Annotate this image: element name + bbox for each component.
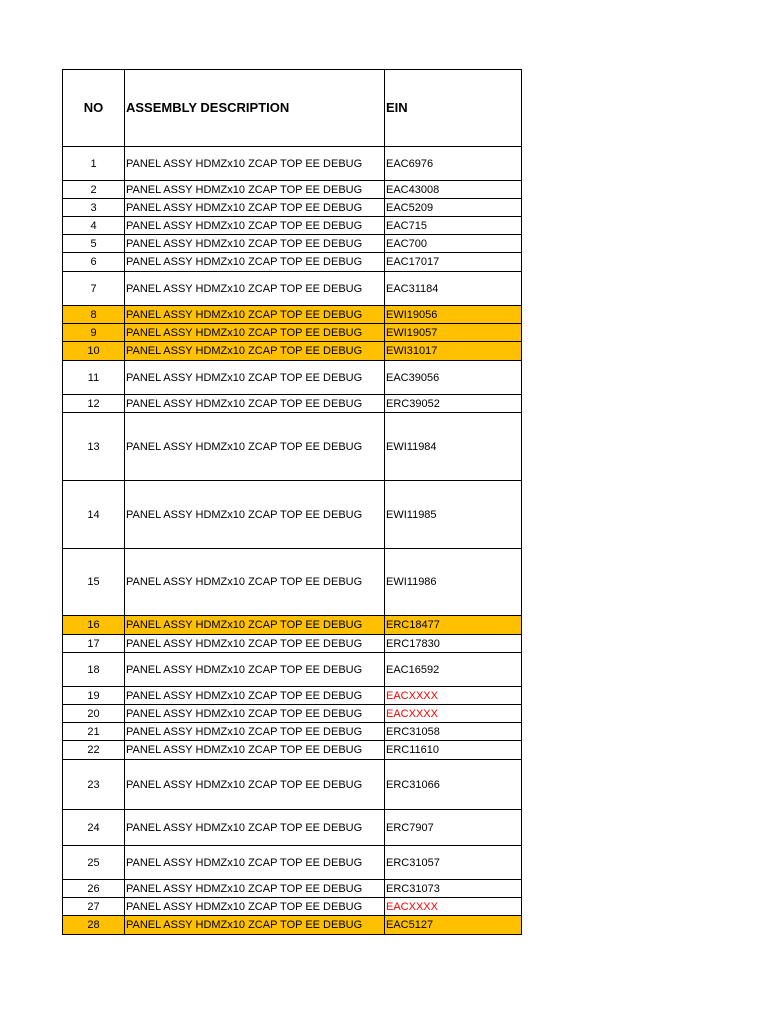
assembly-description-cell: PANEL ASSY HDMZx10 ZCAP TOP EE DEBUG bbox=[125, 481, 385, 549]
ein-cell: EAC43008 bbox=[385, 181, 522, 199]
header-row bbox=[63, 70, 522, 147]
ein-cell: EWI31017 bbox=[385, 342, 522, 361]
table-row bbox=[63, 549, 522, 616]
table-row bbox=[63, 723, 522, 741]
ein-cell: EAC5127 bbox=[385, 916, 522, 935]
row-number-cell: 15 bbox=[63, 549, 125, 616]
ein-cell: EWI11985 bbox=[385, 481, 522, 549]
table-row bbox=[63, 916, 522, 935]
assembly-description-cell: PANEL ASSY HDMZx10 ZCAP TOP EE DEBUG bbox=[125, 741, 385, 760]
table-row bbox=[63, 616, 522, 635]
assembly-description-cell: PANEL ASSY HDMZx10 ZCAP TOP EE DEBUG bbox=[125, 916, 385, 935]
assembly-description-cell: PANEL ASSY HDMZx10 ZCAP TOP EE DEBUG bbox=[125, 181, 385, 199]
table-row bbox=[63, 395, 522, 413]
ein-cell: EWI19056 bbox=[385, 306, 522, 324]
assembly-description-cell: PANEL ASSY HDMZx10 ZCAP TOP EE DEBUG bbox=[125, 217, 385, 235]
ein-cell: ERC7907 bbox=[385, 810, 522, 846]
row-number-cell: 3 bbox=[63, 199, 125, 217]
ein-cell: EAC17017 bbox=[385, 253, 522, 272]
table-row bbox=[63, 741, 522, 760]
table-row bbox=[63, 653, 522, 687]
assembly-description-cell: PANEL ASSY HDMZx10 ZCAP TOP EE DEBUG bbox=[125, 147, 385, 181]
ein-cell: ERC11610 bbox=[385, 741, 522, 760]
assembly-description-cell: PANEL ASSY HDMZx10 ZCAP TOP EE DEBUG bbox=[125, 395, 385, 413]
column-header-ein: EIN bbox=[385, 70, 522, 147]
ein-cell: ERC31058 bbox=[385, 723, 522, 741]
table-row bbox=[63, 898, 522, 916]
ein-cell: EACXXXX bbox=[385, 898, 522, 916]
assembly-description-cell: PANEL ASSY HDMZx10 ZCAP TOP EE DEBUG bbox=[125, 342, 385, 361]
assembly-description-cell: PANEL ASSY HDMZx10 ZCAP TOP EE DEBUG bbox=[125, 616, 385, 635]
ein-cell: EAC700 bbox=[385, 235, 522, 253]
row-number-cell: 4 bbox=[63, 217, 125, 235]
table-row bbox=[63, 413, 522, 481]
table-row bbox=[63, 880, 522, 898]
assembly-description-cell: PANEL ASSY HDMZx10 ZCAP TOP EE DEBUG bbox=[125, 810, 385, 846]
column-header-description: ASSEMBLY DESCRIPTION bbox=[125, 70, 385, 147]
assembly-description-cell: PANEL ASSY HDMZx10 ZCAP TOP EE DEBUG bbox=[125, 653, 385, 687]
table-row bbox=[63, 687, 522, 705]
table-row bbox=[63, 760, 522, 810]
table-row bbox=[63, 846, 522, 880]
assembly-description-cell: PANEL ASSY HDMZx10 ZCAP TOP EE DEBUG bbox=[125, 723, 385, 741]
row-number-cell: 26 bbox=[63, 880, 125, 898]
table-row bbox=[63, 199, 522, 217]
row-number-cell: 28 bbox=[63, 916, 125, 935]
row-number-cell: 17 bbox=[63, 635, 125, 653]
assembly-description-cell: PANEL ASSY HDMZx10 ZCAP TOP EE DEBUG bbox=[125, 306, 385, 324]
row-number-cell: 24 bbox=[63, 810, 125, 846]
ein-cell: ERC39052 bbox=[385, 395, 522, 413]
assembly-description-cell: PANEL ASSY HDMZx10 ZCAP TOP EE DEBUG bbox=[125, 324, 385, 342]
row-number-cell: 19 bbox=[63, 687, 125, 705]
assembly-description-cell: PANEL ASSY HDMZx10 ZCAP TOP EE DEBUG bbox=[125, 199, 385, 217]
row-number-cell: 21 bbox=[63, 723, 125, 741]
assembly-description-cell: PANEL ASSY HDMZx10 ZCAP TOP EE DEBUG bbox=[125, 880, 385, 898]
assembly-description-cell: PANEL ASSY HDMZx10 ZCAP TOP EE DEBUG bbox=[125, 549, 385, 616]
row-number-cell: 27 bbox=[63, 898, 125, 916]
table-row bbox=[63, 181, 522, 199]
ein-cell: EAC6976 bbox=[385, 147, 522, 181]
ein-cell: EACXXXX bbox=[385, 687, 522, 705]
ein-cell: EAC31184 bbox=[385, 272, 522, 306]
table-row bbox=[63, 253, 522, 272]
ein-cell: EWI11986 bbox=[385, 549, 522, 616]
ein-cell: ERC31066 bbox=[385, 760, 522, 810]
ein-cell: EWI19057 bbox=[385, 324, 522, 342]
ein-cell: EAC715 bbox=[385, 217, 522, 235]
ein-cell: EAC39056 bbox=[385, 361, 522, 395]
row-number-cell: 14 bbox=[63, 481, 125, 549]
ein-cell: ERC31073 bbox=[385, 880, 522, 898]
row-number-cell: 22 bbox=[63, 741, 125, 760]
table-row bbox=[63, 481, 522, 549]
row-number-cell: 13 bbox=[63, 413, 125, 481]
row-number-cell: 20 bbox=[63, 705, 125, 723]
table-row bbox=[63, 147, 522, 181]
assembly-description-cell: PANEL ASSY HDMZx10 ZCAP TOP EE DEBUG bbox=[125, 760, 385, 810]
row-number-cell: 6 bbox=[63, 253, 125, 272]
row-number-cell: 16 bbox=[63, 616, 125, 635]
column-header-no: NO bbox=[63, 70, 125, 147]
table-row bbox=[63, 235, 522, 253]
row-number-cell: 23 bbox=[63, 760, 125, 810]
table-row bbox=[63, 324, 522, 342]
table-row bbox=[63, 361, 522, 395]
ein-cell: ERC17830 bbox=[385, 635, 522, 653]
table-row bbox=[63, 217, 522, 235]
assembly-description-cell: PANEL ASSY HDMZx10 ZCAP TOP EE DEBUG bbox=[125, 687, 385, 705]
table-body bbox=[63, 147, 522, 935]
ein-cell: ERC31057 bbox=[385, 846, 522, 880]
assembly-description-cell: PANEL ASSY HDMZx10 ZCAP TOP EE DEBUG bbox=[125, 272, 385, 306]
table-row bbox=[63, 810, 522, 846]
row-number-cell: 5 bbox=[63, 235, 125, 253]
row-number-cell: 9 bbox=[63, 324, 125, 342]
assembly-description-cell: PANEL ASSY HDMZx10 ZCAP TOP EE DEBUG bbox=[125, 705, 385, 723]
ein-cell: ERC18477 bbox=[385, 616, 522, 635]
row-number-cell: 7 bbox=[63, 272, 125, 306]
table-row bbox=[63, 635, 522, 653]
row-number-cell: 12 bbox=[63, 395, 125, 413]
assembly-description-cell: PANEL ASSY HDMZx10 ZCAP TOP EE DEBUG bbox=[125, 361, 385, 395]
assembly-description-cell: PANEL ASSY HDMZx10 ZCAP TOP EE DEBUG bbox=[125, 413, 385, 481]
assembly-description-cell: PANEL ASSY HDMZx10 ZCAP TOP EE DEBUG bbox=[125, 235, 385, 253]
ein-cell: EACXXXX bbox=[385, 705, 522, 723]
assembly-description-cell: PANEL ASSY HDMZx10 ZCAP TOP EE DEBUG bbox=[125, 846, 385, 880]
ein-cell: EAC5209 bbox=[385, 199, 522, 217]
assembly-description-cell: PANEL ASSY HDMZx10 ZCAP TOP EE DEBUG bbox=[125, 635, 385, 653]
row-number-cell: 18 bbox=[63, 653, 125, 687]
table-row bbox=[63, 306, 522, 324]
row-number-cell: 11 bbox=[63, 361, 125, 395]
row-number-cell: 8 bbox=[63, 306, 125, 324]
ein-cell: EWI11984 bbox=[385, 413, 522, 481]
row-number-cell: 1 bbox=[63, 147, 125, 181]
assembly-table bbox=[62, 69, 522, 935]
row-number-cell: 2 bbox=[63, 181, 125, 199]
row-number-cell: 10 bbox=[63, 342, 125, 361]
table-row bbox=[63, 342, 522, 361]
table-row bbox=[63, 705, 522, 723]
assembly-description-cell: PANEL ASSY HDMZx10 ZCAP TOP EE DEBUG bbox=[125, 253, 385, 272]
row-number-cell: 25 bbox=[63, 846, 125, 880]
assembly-description-cell: PANEL ASSY HDMZx10 ZCAP TOP EE DEBUG bbox=[125, 898, 385, 916]
ein-cell: EAC16592 bbox=[385, 653, 522, 687]
table-row bbox=[63, 272, 522, 306]
